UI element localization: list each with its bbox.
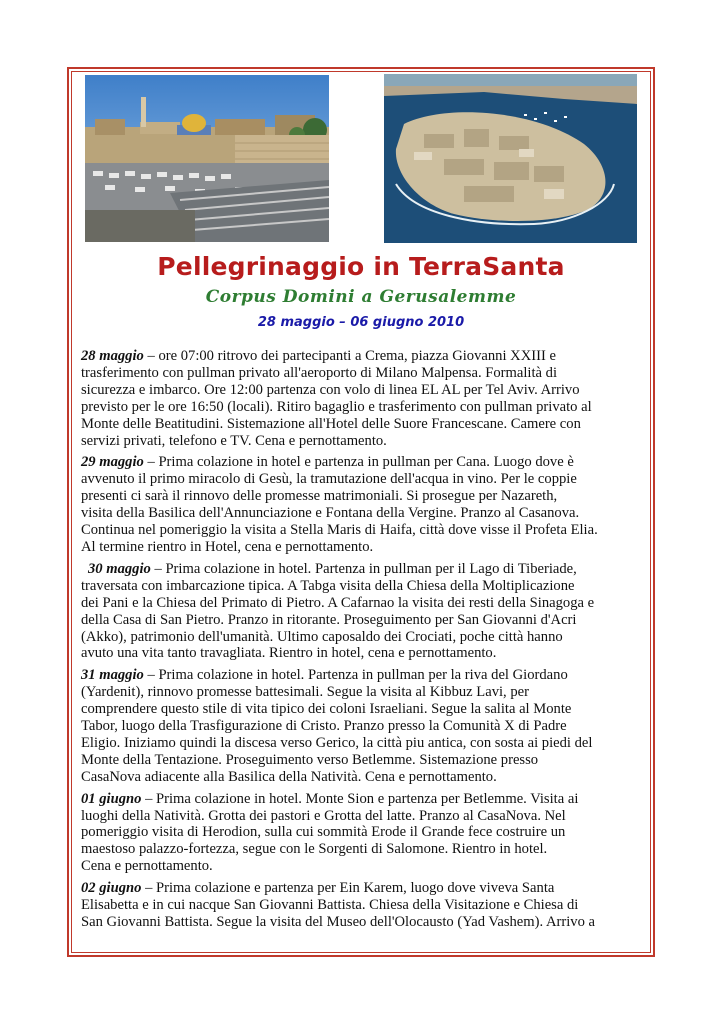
itinerary-day xyxy=(81,791,643,876)
itinerary xyxy=(81,348,643,936)
day-text: presenti ci sarà il rinnovo delle promesse matrimoniali. Si prosegue per Nazareth, xyxy=(81,488,558,505)
day-text: pomeriggio visita di Herodion, sulla cui sommità Erode il Grande fece costruire un xyxy=(81,824,566,841)
day-label: 30 maggio xyxy=(88,560,151,577)
day-text: CasaNova adiacente alla Basilica della Natività. Cena e pernottamento. xyxy=(81,768,497,785)
day-label: 28 maggio xyxy=(81,348,144,364)
day-text: servizi privati, telefono e TV. Cena e pernottamento. xyxy=(81,432,387,449)
akko-aerial-photo xyxy=(384,74,637,243)
day-text: – Prima colazione in hotel. Monte Sion e partenza per Betlemme. Visita ai xyxy=(141,790,579,807)
day-text: Cena e pernottamento. xyxy=(81,858,213,875)
itinerary-day xyxy=(81,667,643,785)
day-text: (Yardenit), rinnovo promesse battesimali. Segue la visita al Kibbuz Lavi, per xyxy=(81,684,529,701)
itinerary-day xyxy=(81,561,643,662)
day-text: Tabor, luogo della Trasfigurazione di Cristo. Pranzo presso la Comunità X di Padre xyxy=(81,718,567,735)
day-text: comprendere questo stile di vita tipico dei coloni Israeliani. Segue la salita al Monte xyxy=(81,701,572,718)
day-text: – Prima colazione e partenza per Ein Karem, luogo dove viveva Santa xyxy=(141,880,555,897)
day-text: Al termine rientro in Hotel, cena e pernottamento. xyxy=(81,538,374,555)
itinerary-day xyxy=(81,454,643,555)
day-text: della Casa di San Pietro. Pranzo in ritorante. Proseguimento per San Giovanni d'Acri xyxy=(81,611,577,628)
itinerary-day xyxy=(81,880,643,931)
jerusalem-photo xyxy=(85,75,329,242)
day-text: traversata con imbarcazione tipica. A Tabga visita della Chiesa della Moltiplicazione xyxy=(81,577,575,594)
day-text: sicurezza e imbarco. Ore 12:00 partenza con volo di linea EL AL per Tel Aviv. Arrivo xyxy=(81,381,580,398)
day-text: luoghi della Natività. Grotta dei pastori e Grotta del latte. Pranzo al CasaNova. Nel xyxy=(81,807,566,824)
day-text: – Prima colazione in hotel. Partenza in pullman per la riva del Giordano xyxy=(143,667,568,684)
day-label: 02 giugno xyxy=(81,880,142,897)
document-subtitle: Corpus Domini a Gerusalemme xyxy=(205,287,517,307)
itinerary-day xyxy=(81,348,643,449)
day-text: Elisabetta e in cui nacque San Giovanni Battista. Chiesa della Visitazione e Chiesa di xyxy=(81,897,579,914)
day-label: 31 maggio xyxy=(81,667,144,684)
day-label: 29 maggio xyxy=(81,454,144,471)
trip-dates: 28 maggio – 06 giugno 2010 xyxy=(257,315,465,330)
day-text: – ore 07:00 ritrovo dei partecipanti a Crema, piazza Giovanni XXIII e xyxy=(143,348,556,364)
day-text: Monte delle Beatitudini. Sistemazione all'Hotel delle Suore Francescane. Camere con xyxy=(81,415,581,432)
day-text: previsto per le ore 16:50 (locali). Ritiro bagaglio e trasferimento con pullman privato al xyxy=(81,398,592,415)
day-label: 01 giugno xyxy=(81,790,142,807)
day-text: Continua nel pomeriggio la visita a Stella Maris di Haifa, città dove visse il Profeta Elia. xyxy=(81,522,598,539)
day-text: San Giovanni Battista. Segue la visita del Museo dell'Olocausto (Yad Vashem). Arrivo a xyxy=(81,914,596,930)
document-title: Pellegrinaggio in TerraSanta xyxy=(157,252,565,281)
day-text: (Akko), patrimonio dell'umanità. Ultimo caposaldo dei Crociati, poche città hanno xyxy=(81,628,563,645)
day-text: avvenuto il primo miracolo di Gesù, la tramutazione dell'acqua in vino. Per le coppie xyxy=(81,471,577,488)
day-text: maestoso palazzo-fortezza, segue con le Sorgenti di Salomone. Rientro in hotel. xyxy=(81,841,548,858)
day-text: avuto una vita tanto travagliata. Rientro in hotel, cena e pernottamento. xyxy=(81,645,497,662)
day-text: dei Pani e la Chiesa del Primato di Pietro. A Cafarnao la visita dei resti della Sinagoga e xyxy=(81,594,595,611)
day-text: – Prima colazione in hotel. Partenza in pullman per il Lago di Tiberiade, xyxy=(150,560,577,577)
day-text: Eligio. Iniziamo quindi la discesa verso Gerico, la città piu antica, con sosta ai piedi del xyxy=(81,734,593,751)
day-text: visita della Basilica dell'Annunciazione e Fontana della Vergine. Pranzo al Casanova. xyxy=(81,505,580,522)
day-text: – Prima colazione in hotel e partenza in pullman per Cana. Luogo dove è xyxy=(143,454,574,471)
day-text: Monte della Tentazione. Proseguimento verso Betlemme. Sistemazione presso xyxy=(81,751,539,768)
day-text: trasferimento con pullman privato all'aeroporto di Milano Malpensa. Formalità di xyxy=(81,364,557,381)
